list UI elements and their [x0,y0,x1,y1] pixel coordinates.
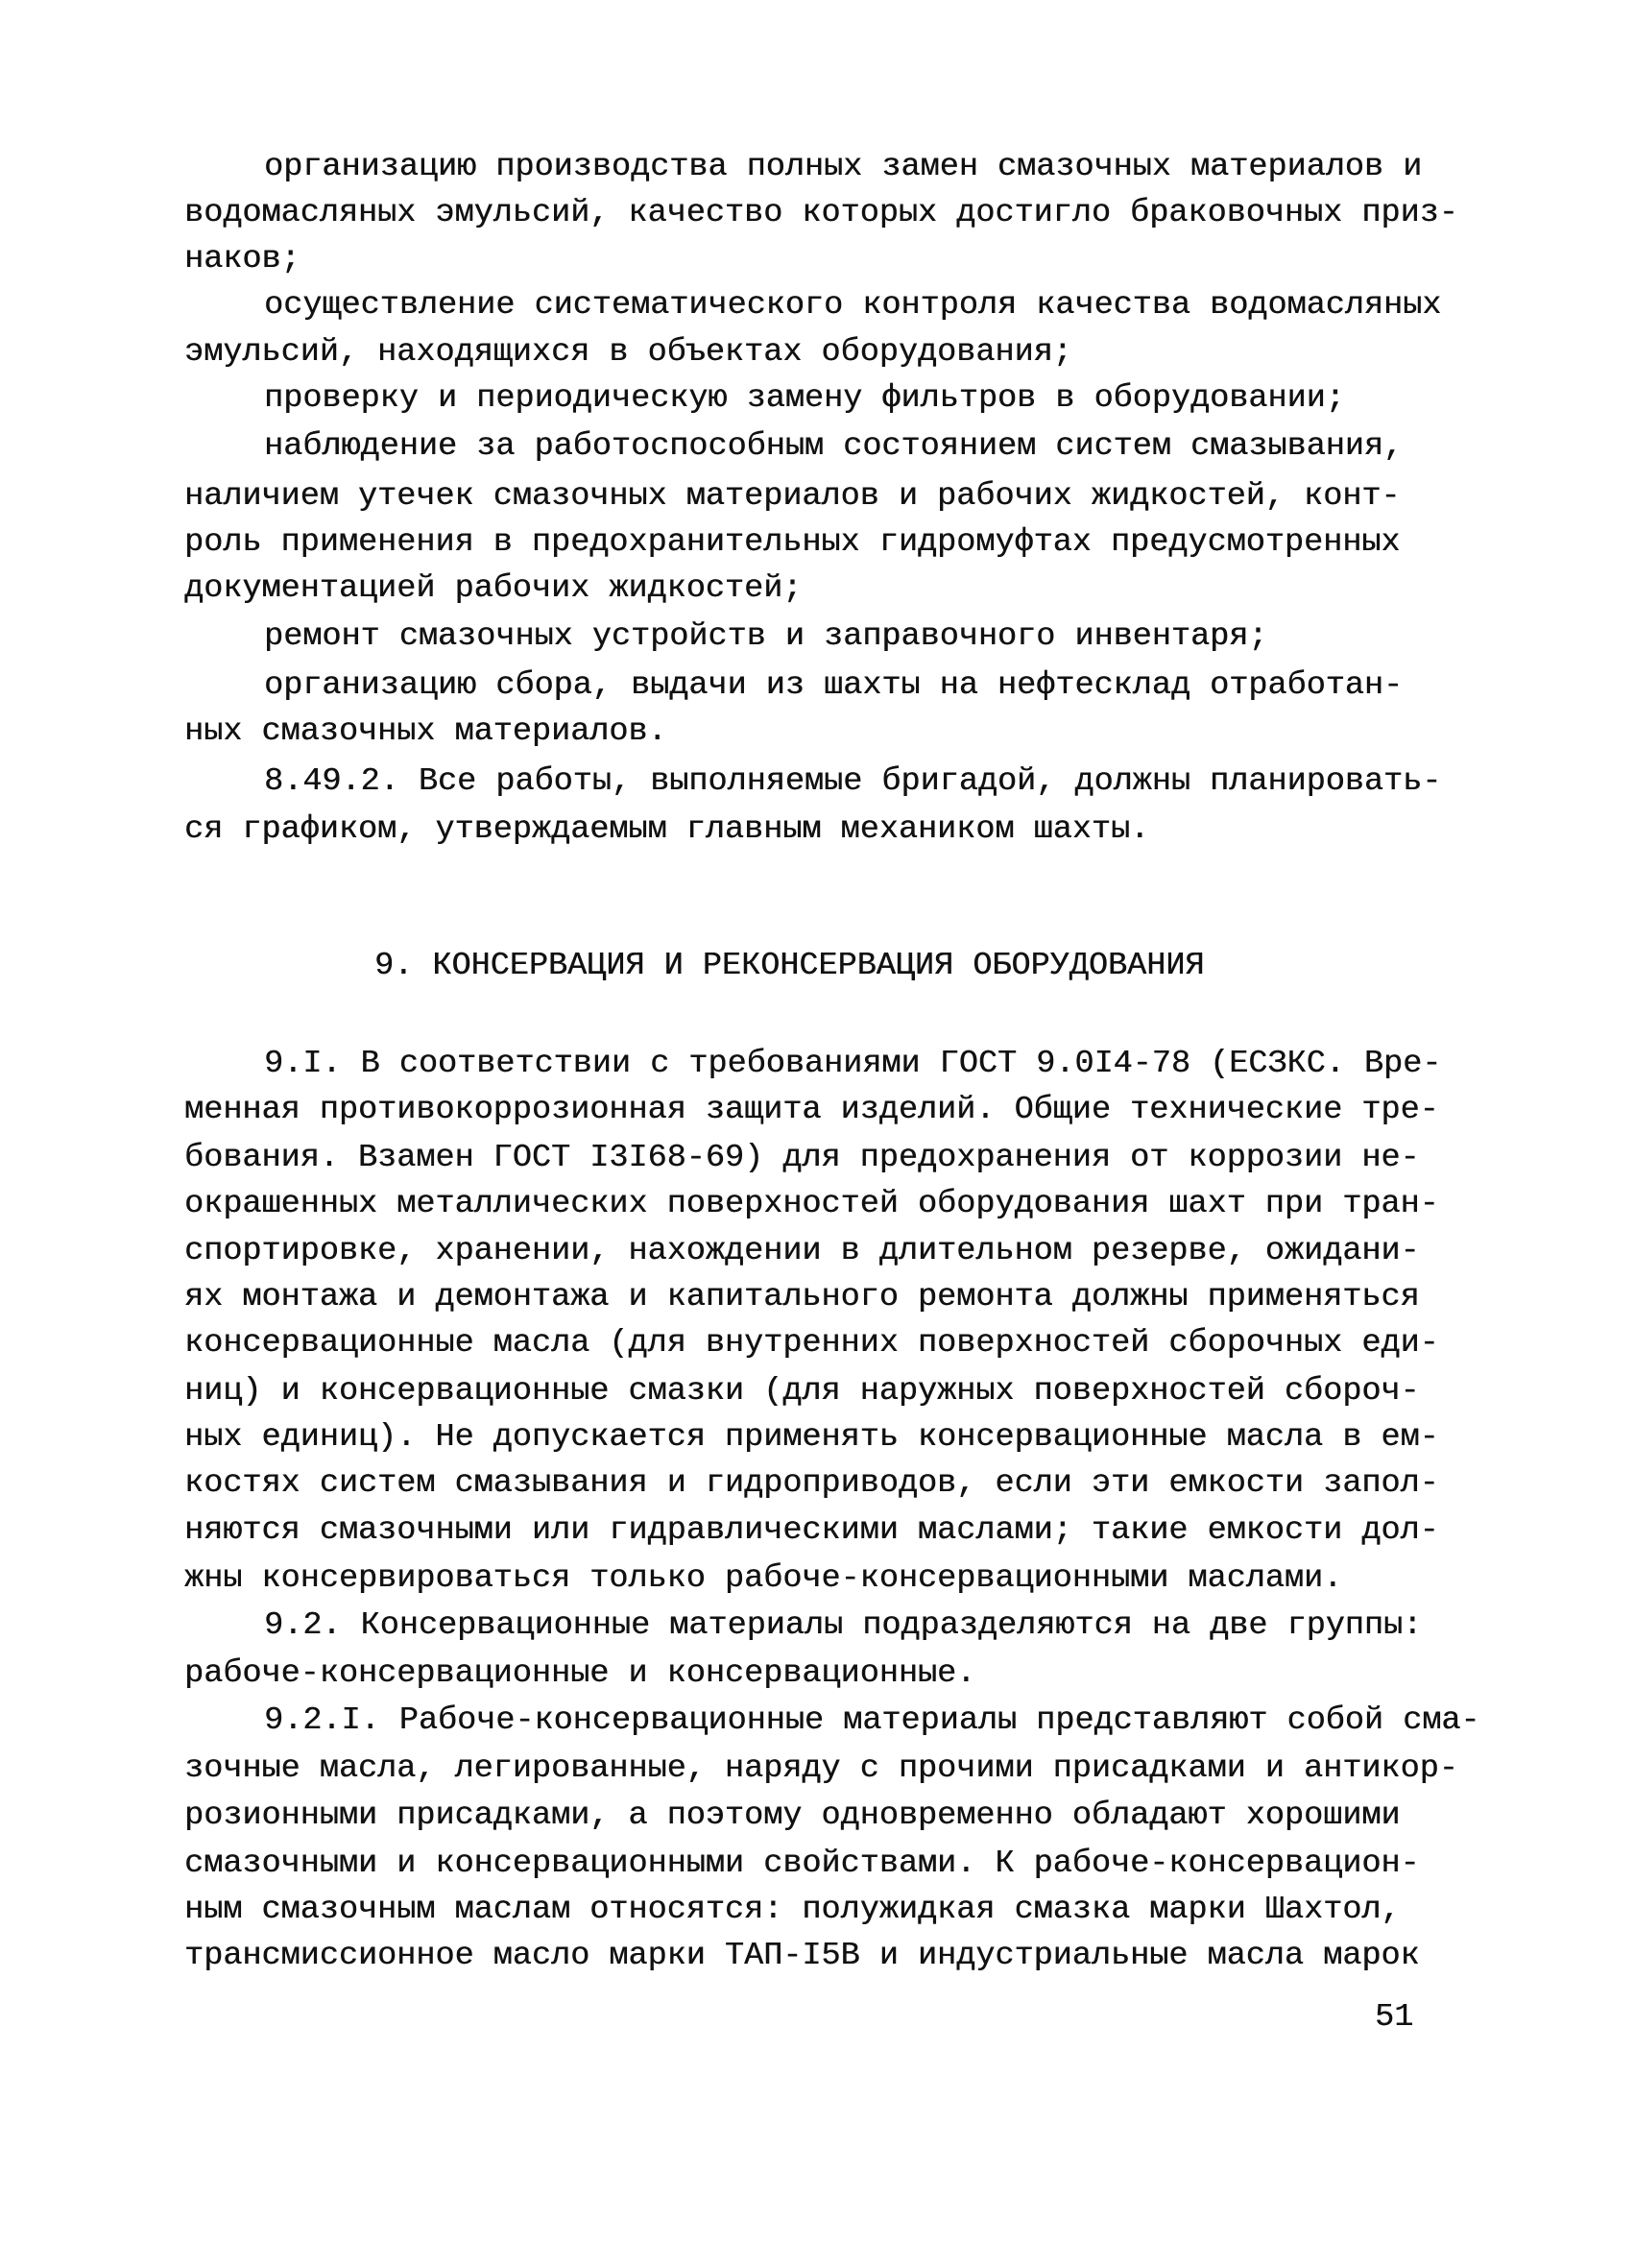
text-line: 9.2. Консервационные материалы подразделяются на две группы: [264,1607,1423,1644]
text-line: розионными присадками, а поэтому одновременно обладают хорошими [184,1798,1401,1834]
text-line: спортировке, хранении, нахождении в длительном резерве, ожидани- [184,1233,1420,1269]
text-line: эмульсий, находящихся в объектах оборудования; [184,334,1072,371]
text-line: осуществление систематического контроля качества водомасляных [264,286,1442,324]
text-line: роль применения в предохранительных гидромуфтах предусмотренных [184,524,1401,561]
page-number: 51 [1375,1999,1414,2036]
text-line: 9.I. В соответствии с требованиями ГОСТ 9.0I4-78 (ЕСЗКС. Вре- [264,1046,1442,1082]
text-line: смазочными и консервационными свойствами. К рабоче-консервацион- [184,1845,1420,1882]
section-heading: 9. КОНСЕРВАЦИЯ И РЕКОНСЕРВАЦИЯ ОБОРУДОВАНИЯ [374,948,1205,984]
text-line: наличием утечек смазочных материалов и рабочих жидкостей, конт- [184,478,1401,515]
text-line: наблюдение за работоспособным состоянием систем смазывания, [264,427,1404,465]
text-line: ным смазочным маслам относятся: полужидкая смазка марки Шахтол, [184,1891,1401,1928]
text-line: 9.2.I. Рабоче-консервационные материалы представляют собой сма- [264,1702,1480,1739]
text-line: ях монтажа и демонтажа и капитального ремонта должны применяться [184,1279,1420,1315]
text-line: жны консервироваться только рабоче-консервационными маслами. [184,1559,1343,1597]
text-line: 8.49.2. Все работы, выполняемые бригадой, должны планировать- [264,763,1442,800]
text-line: ремонт смазочных устройств и заправочного инвентаря; [264,617,1268,655]
text-line: документацией рабочих жидкостей; [184,570,803,607]
text-line: консервационные масла (для внутренних поверхностей сборочных еди- [184,1325,1439,1362]
text-line: проверку и периодическую замену фильтров в оборудовании; [264,380,1345,417]
text-line: бования. Взамен ГОСТ I3I68-69) для предохранения от коррозии не- [184,1139,1420,1176]
text-line: рабоче-консервационные и консервационные. [184,1654,976,1692]
text-line: водомасляных эмульсий, качество которых достигло браковочных приз- [184,194,1458,231]
text-line: зочные масла, легированные, наряду с прочими присадками и антикор- [184,1749,1458,1787]
text-line: ных единиц). Не допускается применять консервационные масла в ем- [184,1418,1439,1456]
text-line: менная противокоррозионная защита изделий. Общие технические тре- [184,1092,1439,1128]
text-line: костях систем смазывания и гидроприводов, если эти емкости запол- [184,1464,1439,1502]
text-line: организацию производства полных замен смазочных материалов и [264,148,1423,185]
text-line: ных смазочных материалов. [184,712,667,750]
text-line: няются смазочными или гидравлическими маслами; такие емкости дол- [184,1512,1439,1549]
text-line: ниц) и консервационные смазки (для наружных поверхностей сбороч- [184,1372,1420,1410]
text-line: окрашенных металлических поверхностей оборудования шахт при тран- [184,1185,1439,1222]
text-line: трансмиссионное масло марки ТАП-I5B и индустриальные масла марок [184,1937,1420,1974]
text-line: ся графиком, утверждаемым главным механиком шахты. [184,810,1150,848]
text-line: организацию сбора, выдачи из шахты на нефтесклад отработан- [264,666,1404,704]
text-line: наков; [184,240,300,277]
